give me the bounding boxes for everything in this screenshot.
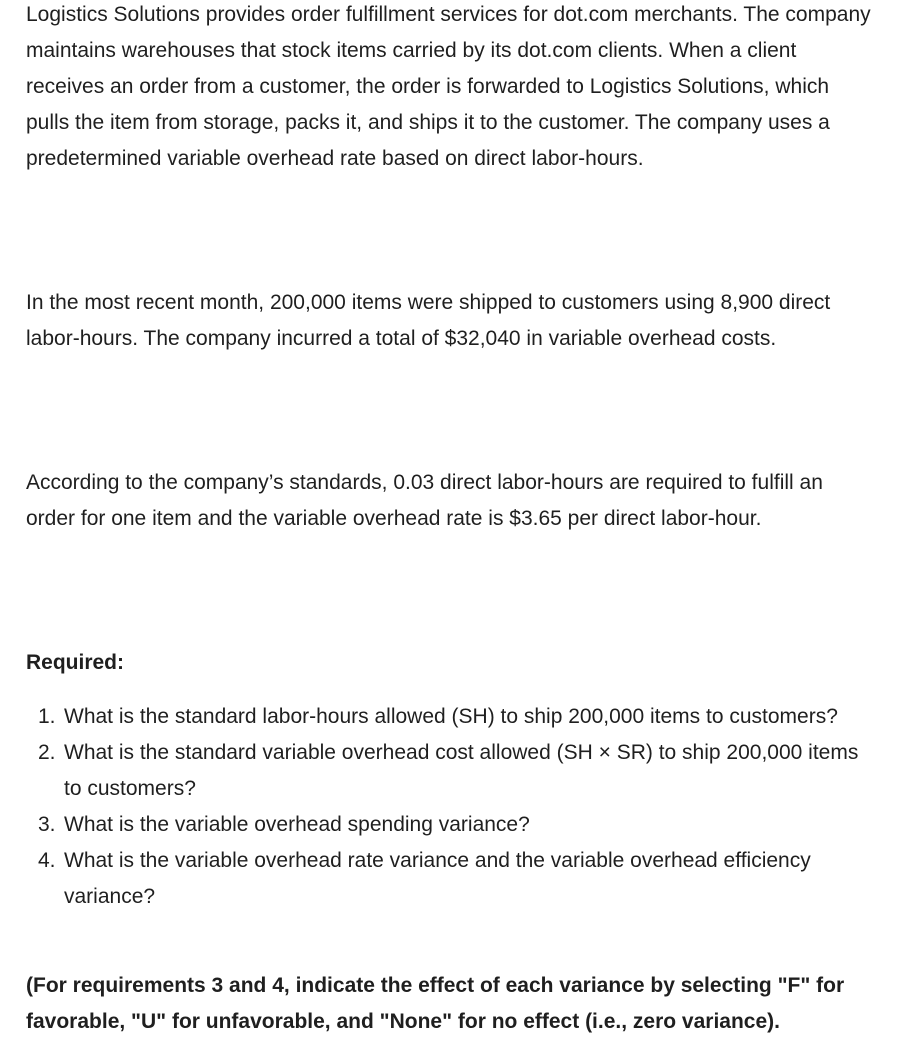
recent-month-paragraph: In the most recent month, 200,000 items were shipped to customers using 8,900 direct labor-hours. The company incurred a total of $32,040 in variable overhead costs. bbox=[26, 291, 831, 350]
requirement-item bbox=[26, 699, 876, 735]
requirement-text: What is the standard variable overhead cost allowed (SH × SR) to ship 200,000 items to customers? bbox=[64, 741, 859, 800]
requirement-text: What is the standard labor-hours allowed (SH) to ship 200,000 items to customers? bbox=[64, 705, 838, 728]
requirement-number: 3. bbox=[38, 813, 56, 836]
requirement-text: What is the variable overhead rate variance and the variable overhead efficiency variance? bbox=[64, 849, 811, 908]
requirement-item bbox=[26, 807, 876, 843]
requirement-text: What is the variable overhead spending variance? bbox=[64, 813, 530, 836]
requirement-number: 2. bbox=[38, 741, 56, 764]
requirement-item bbox=[26, 843, 876, 915]
instructions-note: (For requirements 3 and 4, indicate the effect of each variance by selecting "F" for favorable, "U" for unfavorable, and "None" for no effect (i.e., zero variance). bbox=[26, 974, 845, 1033]
intro-paragraph: Logistics Solutions provides order fulfillment services for dot.com merchants. The company maintains warehouses that stock items carried by its dot.com clients. When a client receives an order from a customer, the order is forwarded to Logistics Solutions, which pulls the item from storage, packs it, and ships it to the customer. The company uses a predetermined variable overhead rate based on direct labor-hours. bbox=[26, 3, 871, 170]
standards-paragraph: According to the company’s standards, 0.03 direct labor-hours are required to fulfill an order for one item and the variable overhead rate is $3.65 per direct labor-hour. bbox=[26, 471, 823, 530]
requirement-item bbox=[26, 735, 876, 807]
required-heading: Required: bbox=[26, 651, 125, 674]
requirements-list bbox=[26, 699, 876, 915]
requirement-number: 1. bbox=[38, 705, 56, 728]
requirement-number: 4. bbox=[38, 849, 56, 872]
